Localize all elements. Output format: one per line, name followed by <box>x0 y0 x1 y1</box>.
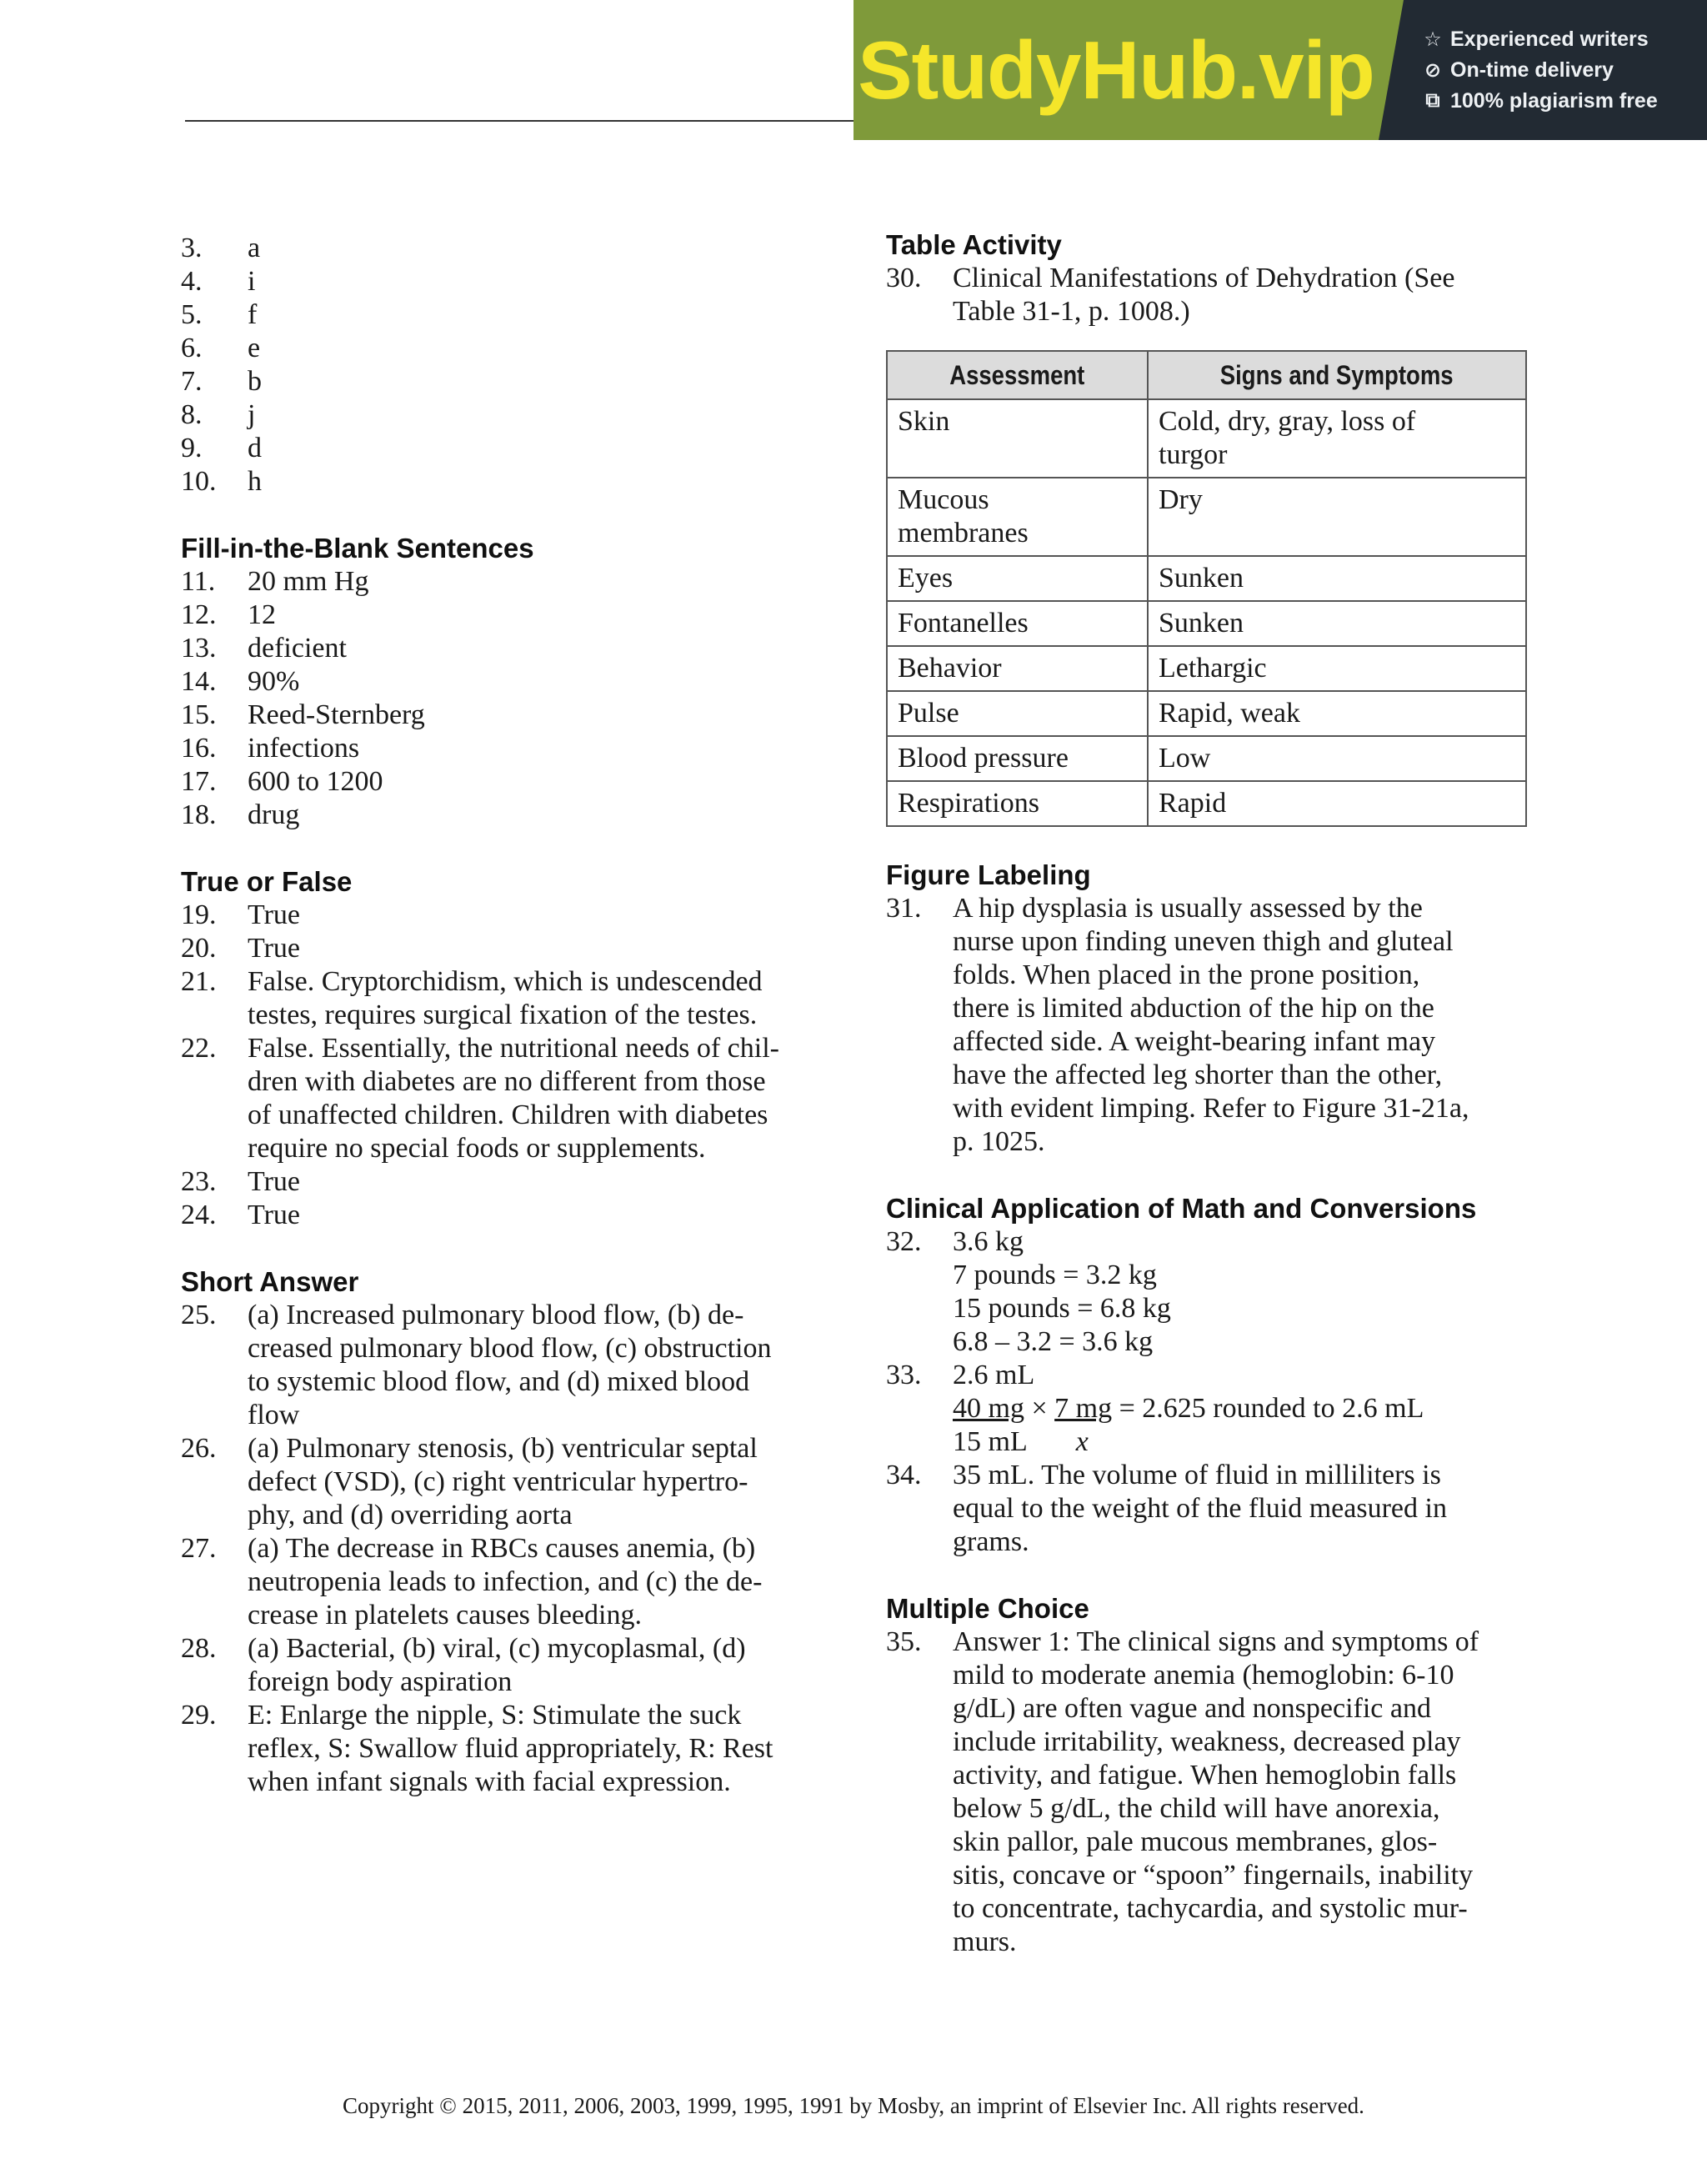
matching-answer <box>181 332 839 365</box>
column-header-signs: Signs and Symptoms <box>1148 351 1526 399</box>
text-line: reflex, S: Swallow fluid appropriately, R: Rest <box>248 1733 773 1764</box>
text-line: 2.6 mL <box>953 1360 1035 1390</box>
equation-result: = 2.625 rounded to 2.6 mL <box>1112 1393 1424 1424</box>
item-text <box>248 432 839 465</box>
item-number: 22. <box>181 1033 217 1064</box>
clock-icon: ⊘ <box>1424 58 1442 82</box>
section-heading-fill-blank: Fill-in-the-Blank Sentences <box>181 533 534 564</box>
item-text <box>248 732 839 765</box>
text-line: to systemic blood flow, and (d) mixed blood <box>248 1366 750 1397</box>
cell-line: membranes <box>898 518 1029 549</box>
assessment-cell <box>887 478 1148 556</box>
fraction-denominator: x <box>1075 1426 1089 1457</box>
text-line: flow <box>248 1400 300 1430</box>
item-number: 27. <box>181 1533 217 1564</box>
section-heading-short-answer: Short Answer <box>181 1266 359 1297</box>
item-text <box>248 298 839 332</box>
table-header-row <box>887 351 1526 399</box>
text-line: True <box>248 1166 300 1197</box>
item-number: 8. <box>181 399 203 430</box>
matching-answer <box>181 232 839 265</box>
text-line: (a) Increased pulmonary blood flow, (b) de- <box>248 1300 744 1330</box>
cell-line: Pulse <box>898 698 959 729</box>
text-line: 20 mm Hg <box>248 566 369 597</box>
text-line: (a) Pulmonary stenosis, (b) ventricular septal <box>248 1433 758 1464</box>
item-text <box>953 1225 1544 1359</box>
signs-cell <box>1148 736 1526 781</box>
feature-label: On-time delivery <box>1450 58 1614 82</box>
item-number: 5. <box>181 299 203 330</box>
item-text <box>248 665 839 699</box>
text-line: g/dL) are often vague and nonspecific and <box>953 1693 1431 1724</box>
item-text <box>248 965 839 1032</box>
banner-divider <box>1379 0 1404 140</box>
signs-cell <box>1148 646 1526 691</box>
text-line: 35 mL. The volume of fluid in milliliters is <box>953 1460 1441 1490</box>
text-line: foreign body aspiration <box>248 1666 513 1697</box>
fill-answer <box>181 765 839 799</box>
section-heading-math: Clinical Application of Math and Conversions <box>886 1193 1477 1224</box>
item-text <box>248 899 839 932</box>
item-number: 32. <box>886 1226 922 1257</box>
signs-cell <box>1148 781 1526 826</box>
matching-answer <box>181 298 839 332</box>
item-number: 9. <box>181 433 203 463</box>
item-text <box>953 1359 1544 1392</box>
short-answer <box>181 1699 839 1799</box>
table-row <box>887 556 1526 601</box>
signs-cell <box>1148 601 1526 646</box>
fraction-numerator: 40 mg <box>953 1393 1024 1424</box>
math-answer <box>886 1459 1544 1559</box>
copyright-footer: Copyright © 2015, 2011, 2006, 2003, 1999, 1995, 1991 by Mosby, an imprint of Elsevier Inc. All rights reserved. <box>343 2093 1364 2118</box>
signs-cell <box>1148 399 1526 478</box>
text-line: h <box>248 466 262 497</box>
dehydration-table <box>886 350 1527 827</box>
cell-line: Mucous <box>898 484 989 515</box>
item-number: 24. <box>181 1200 217 1230</box>
item-text <box>248 265 839 298</box>
item-number: 15. <box>181 699 217 730</box>
item-number: 28. <box>181 1633 217 1664</box>
item-number: 14. <box>181 666 217 697</box>
assessment-cell <box>887 691 1148 736</box>
document-check-icon: ⧉ <box>1425 89 1440 112</box>
text-line: Clinical Manifestations of Dehydration (See <box>953 263 1455 293</box>
section-heading-multiple-choice: Multiple Choice <box>886 1593 1089 1624</box>
text-line: True <box>248 899 300 930</box>
fraction-numerator: 7 mg <box>1054 1393 1113 1424</box>
matching-answer <box>181 365 839 398</box>
text-line: 6.8 – 3.2 = 3.6 kg <box>953 1326 1154 1357</box>
cell-line: Skin <box>898 406 950 437</box>
brand-logo[interactable]: StudyHub.vip <box>854 0 1379 140</box>
item-text <box>248 1699 839 1799</box>
column-header-assessment: Assessment <box>887 351 1148 399</box>
assessment-cell <box>887 399 1148 478</box>
item-text <box>953 1625 1544 1959</box>
text-line: have the affected leg shorter than the other, <box>953 1059 1443 1090</box>
section-heading-table-activity: Table Activity <box>886 229 1062 260</box>
item-text <box>248 1299 839 1432</box>
item-number: 23. <box>181 1166 217 1197</box>
text-line: murs. <box>953 1926 1017 1957</box>
text-line: equal to the weight of the fluid measured in <box>953 1493 1447 1524</box>
item-number: 21. <box>181 966 217 997</box>
feature-plagiarism <box>1422 89 1707 113</box>
text-line: False. Essentially, the nutritional needs of chil- <box>248 1033 779 1064</box>
cell-line: Dry <box>1159 484 1203 515</box>
text-line: nurse upon finding uneven thigh and gluteal <box>953 926 1454 957</box>
text-line: sitis, concave or “spoon” fingernails, inability <box>953 1860 1474 1891</box>
cell-line: Rapid <box>1159 788 1227 819</box>
item-text <box>248 1199 839 1232</box>
short-answer <box>181 1632 839 1699</box>
fraction-denominator: 15 mL <box>953 1426 1028 1457</box>
table-row <box>887 601 1526 646</box>
item-text <box>953 892 1544 1159</box>
true-false-answer <box>181 1165 839 1199</box>
text-line: require no special foods or supplements. <box>248 1133 706 1164</box>
section-heading-true-false: True or False <box>181 866 353 897</box>
assessment-cell <box>887 781 1148 826</box>
item-number: 7. <box>181 366 203 397</box>
item-text <box>248 1165 839 1199</box>
text-line: dren with diabetes are no different from those <box>248 1066 766 1097</box>
table-row <box>887 399 1526 478</box>
item-number: 26. <box>181 1433 217 1464</box>
true-false-answer <box>181 932 839 965</box>
dosage-equation-denominators <box>953 1425 1089 1459</box>
fill-answer <box>181 632 839 665</box>
cell-line: Respirations <box>898 788 1039 819</box>
text-line: there is limited abduction of the hip on the <box>953 993 1434 1024</box>
item-number: 17. <box>181 766 217 797</box>
text-line: skin pallor, pale mucous membranes, glos- <box>953 1826 1438 1857</box>
text-line: i <box>248 266 256 297</box>
fill-answer <box>181 599 839 632</box>
cell-line: Blood pressure <box>898 743 1069 774</box>
text-line: 600 to 1200 <box>248 766 383 797</box>
fill-answer <box>181 799 839 832</box>
fill-answer <box>181 565 839 599</box>
item-number: 18. <box>181 799 217 830</box>
item-text <box>248 465 839 498</box>
item-number: 35. <box>886 1626 922 1657</box>
text-line: j <box>248 399 256 430</box>
cell-line: Fontanelles <box>898 608 1029 639</box>
item-number: 30. <box>886 263 922 293</box>
assessment-cell <box>887 556 1148 601</box>
signs-cell <box>1148 556 1526 601</box>
signs-cell <box>1148 691 1526 736</box>
feature-label: 100% plagiarism free <box>1450 88 1658 113</box>
matching-answer <box>181 265 839 298</box>
true-false-answer <box>181 1199 839 1232</box>
text-line: E: Enlarge the nipple, S: Stimulate the suck <box>248 1700 742 1731</box>
feature-delivery <box>1422 58 1707 83</box>
true-false-answer <box>181 899 839 932</box>
text-line: drug <box>248 799 300 830</box>
item-text <box>248 332 839 365</box>
text-line: True <box>248 1200 300 1230</box>
item-text <box>248 565 839 599</box>
true-false-answer <box>181 1032 839 1165</box>
text-line: defect (VSD), (c) right ventricular hypertro- <box>248 1466 748 1497</box>
text-line: deficient <box>248 633 347 664</box>
item-text <box>248 1532 839 1632</box>
star-icon: ☆ <box>1424 28 1442 51</box>
text-line: below 5 g/dL, the child will have anorexia, <box>953 1793 1440 1824</box>
item-number: 34. <box>886 1460 922 1490</box>
text-line: e <box>248 333 261 363</box>
text-line: phy, and (d) overriding aorta <box>248 1500 573 1530</box>
text-line: 15 pounds = 6.8 kg <box>953 1293 1171 1324</box>
math-answer <box>886 1359 1544 1392</box>
cell-line: Sunken <box>1159 563 1244 594</box>
text-line: b <box>248 366 262 397</box>
text-line: of unaffected children. Children with diabetes <box>248 1100 768 1130</box>
text-line: False. Cryptorchidism, which is undescended <box>248 966 763 997</box>
cell-line: Sunken <box>1159 608 1244 639</box>
fill-answer <box>181 732 839 765</box>
text-line: folds. When placed in the prone position, <box>953 959 1420 990</box>
text-line: 12 <box>248 599 276 630</box>
cell-line: Lethargic <box>1159 653 1267 684</box>
item-number: 12. <box>181 599 217 630</box>
cell-line: turgor <box>1159 439 1228 470</box>
item-text <box>248 599 839 632</box>
fill-answer <box>181 665 839 699</box>
text-line: when infant signals with facial expression. <box>248 1766 731 1797</box>
text-line: activity, and fatigue. When hemoglobin falls <box>953 1760 1457 1791</box>
times-sign: × <box>1024 1393 1055 1424</box>
multiple-choice-answer <box>886 1625 1544 1959</box>
text-line: Answer 1: The clinical signs and symptoms of <box>953 1626 1479 1657</box>
feature-label: Experienced writers <box>1450 27 1649 51</box>
section-heading-figure-labeling: Figure Labeling <box>886 859 1091 890</box>
item-number: 16. <box>181 733 217 764</box>
cell-line: Low <box>1159 743 1211 774</box>
text-line: to concentrate, tachycardia, and systolic mur- <box>953 1893 1468 1924</box>
item-number: 31. <box>886 893 922 924</box>
item-number: 20. <box>181 933 217 964</box>
text-line: p. 1025. <box>953 1126 1045 1157</box>
table-row <box>887 646 1526 691</box>
item-text <box>248 365 839 398</box>
table-row <box>887 478 1526 556</box>
matching-answer <box>181 465 839 498</box>
text-line: 90% <box>248 666 300 697</box>
item-text <box>248 1632 839 1699</box>
text-line: Table 31-1, p. 1008.) <box>953 296 1190 327</box>
assessment-cell <box>887 736 1148 781</box>
item-number: 13. <box>181 633 217 664</box>
text-line: neutropenia leads to infection, and (c) the de- <box>248 1566 763 1597</box>
text-line: include irritability, weakness, decreased play <box>953 1726 1461 1757</box>
signs-cell <box>1148 478 1526 556</box>
matching-answer <box>181 398 839 432</box>
text-line: d <box>248 433 262 463</box>
item-text <box>248 232 839 265</box>
text-line: 3.6 kg <box>953 1226 1024 1257</box>
figure-labeling-answer <box>886 892 1544 1159</box>
assessment-cell <box>887 646 1148 691</box>
item-text <box>953 262 1544 328</box>
text-line: True <box>248 933 300 964</box>
cell-line: Rapid, weak <box>1159 698 1300 729</box>
item-text <box>248 1432 839 1532</box>
header-rule <box>185 120 857 122</box>
matching-answer <box>181 432 839 465</box>
text-line: affected side. A weight-bearing infant may <box>953 1026 1436 1057</box>
item-text <box>248 799 839 832</box>
assessment-cell <box>887 601 1148 646</box>
text-line: infections <box>248 733 360 764</box>
table-row <box>887 691 1526 736</box>
item-number: 29. <box>181 1700 217 1731</box>
item-text <box>248 765 839 799</box>
text-line: mild to moderate anemia (hemoglobin: 6-10 <box>953 1660 1454 1691</box>
text-line: creased pulmonary blood flow, (c) obstruction <box>248 1333 772 1364</box>
text-line: (a) Bacterial, (b) viral, (c) mycoplasmal, (d) <box>248 1633 746 1664</box>
item-number: 10. <box>181 466 217 497</box>
item-number: 6. <box>181 333 203 363</box>
true-false-answer <box>181 965 839 1032</box>
item-number: 25. <box>181 1300 217 1330</box>
item-number: 11. <box>181 566 216 597</box>
dosage-equation <box>953 1392 1424 1425</box>
text-line: grams. <box>953 1526 1029 1557</box>
item-text <box>248 398 839 432</box>
fill-answer <box>181 699 839 732</box>
item-number: 19. <box>181 899 217 930</box>
item-number: 3. <box>181 233 203 263</box>
item-text <box>248 699 839 732</box>
feature-writers <box>1422 28 1707 52</box>
text-line: A hip dysplasia is usually assessed by the <box>953 893 1423 924</box>
item-number: 4. <box>181 266 203 297</box>
text-line: a <box>248 233 261 263</box>
math-answer <box>886 1225 1544 1359</box>
item-text <box>248 1032 839 1165</box>
short-answer <box>181 1299 839 1432</box>
short-answer <box>181 1532 839 1632</box>
text-line: testes, requires surgical fixation of the testes. <box>248 999 758 1030</box>
text-line: Reed-Sternberg <box>248 699 425 730</box>
short-answer <box>181 1432 839 1532</box>
text-line: crease in platelets causes bleeding. <box>248 1600 642 1630</box>
banner-features <box>1404 0 1707 140</box>
text-line: with evident limping. Refer to Figure 31-21a, <box>953 1093 1469 1124</box>
table-row <box>887 736 1526 781</box>
cell-line: Behavior <box>898 653 1002 684</box>
text-line: (a) The decrease in RBCs causes anemia, (b) <box>248 1533 756 1564</box>
studyhub-banner[interactable] <box>854 0 1707 140</box>
text-line: f <box>248 299 258 330</box>
cell-line: Eyes <box>898 563 954 594</box>
table-activity-question <box>886 262 1544 328</box>
item-text <box>248 932 839 965</box>
item-text <box>953 1459 1544 1559</box>
text-line: 7 pounds = 3.2 kg <box>953 1260 1157 1290</box>
item-text <box>248 632 839 665</box>
cell-line: Cold, dry, gray, loss of <box>1159 406 1416 437</box>
item-number: 33. <box>886 1360 922 1390</box>
table-row <box>887 781 1526 826</box>
